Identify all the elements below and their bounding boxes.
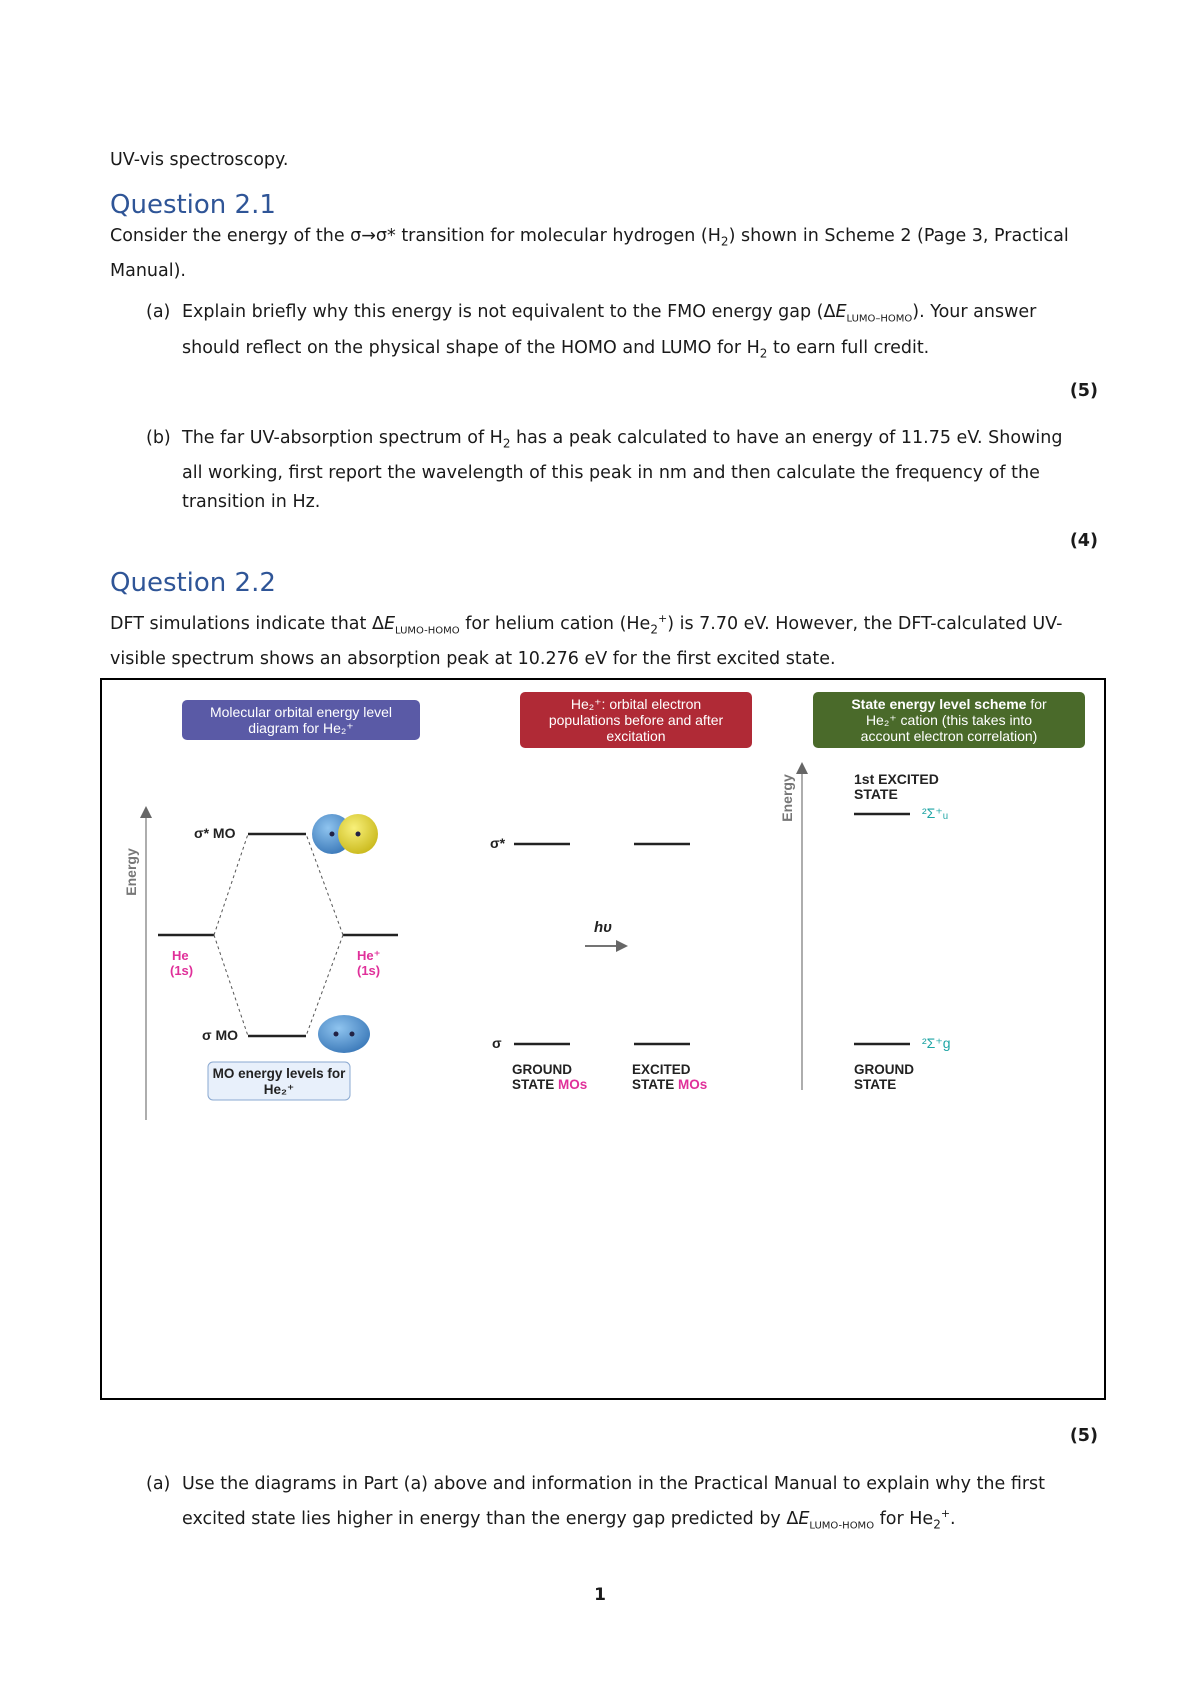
question-2-2-stem: DFT simulations indicate that $\Delta E_{LUMO-HOMO}$ for helium cation $(He_2^+)$ is 7.70 eV. However, the DFT-calculated UV- visible spectrum shows an absorption peak at 10.276 eV for the first excited state.	[110, 612, 1063, 670]
mo-energy-levels-box	[208, 1062, 350, 1100]
he-left-label: He	[172, 948, 189, 963]
marks-2-1-a: (5)	[1069, 381, 1098, 401]
svg-text:STATE MOs: STATE MOs	[632, 1077, 708, 1092]
svg-text:He₂⁺: He₂⁺	[263, 1082, 295, 1097]
photon-label: hυ	[594, 919, 613, 936]
figure-frame	[100, 678, 1106, 1400]
question-2-2-heading: Question 2.2	[110, 568, 276, 598]
part-a-label-2-2: (a)	[146, 1474, 171, 1494]
svg-text:populations before and after: populations before and after	[548, 712, 724, 728]
sigma-orbital-lobe	[318, 1015, 370, 1053]
ground-state-mos-label: GROUND	[512, 1062, 572, 1077]
svg-text:State energy level scheme for: State energy level scheme for	[851, 696, 1047, 712]
svg-text:MO energy levels for: MO energy levels for	[212, 1066, 346, 1081]
page-number: 1	[594, 1585, 606, 1605]
marks-2-2: (5)	[1069, 1426, 1098, 1446]
question-2-2-part-a: (a) Use the diagrams in Part (a) above and information in the Practical Manual to explain why the first excited state lies higher in energy than the energy gap predicted by $\Delta E_{LUMO-HOMO}$ for $He_2^+$.	[146, 1470, 1106, 1540]
panel-3-title-box	[813, 692, 1085, 748]
svg-text:(1s): (1s)	[357, 963, 381, 978]
ground-state-label: GROUND	[854, 1062, 914, 1077]
svg-text:STATE: STATE	[854, 1077, 897, 1092]
sigma-star-orbital-lobes	[312, 814, 378, 854]
panel-2-title-box	[520, 692, 752, 748]
panel-3-state-diagram	[779, 768, 951, 1092]
question-2-1-stem: Consider the energy of the σ→σ* transition for molecular hydrogen $(H_2)$ shown in Scheme 2 (Page 3, Practical Manual).	[110, 226, 1069, 281]
part-a-label: (a)	[146, 302, 171, 322]
sigma-mo-label: σ MO	[202, 1027, 239, 1043]
svg-text:account electron correlation): account electron correlation)	[860, 728, 1038, 744]
mo-diagram-figure	[102, 680, 1104, 1398]
energy-axis-label-right: Energy	[779, 774, 795, 822]
question-2-1-heading: Question 2.1	[110, 190, 276, 220]
svg-text:Molecular orbital energy level: Molecular orbital energy level	[209, 704, 393, 720]
question-2-1-part-b: (b) The far UV-absorption spectrum of $H_2$ has a peak calculated to have an energy of 11.75 eV. Showing all working, first report the wavelength of this peak in nm and then calculate the frequency of the transition in Hz.	[146, 424, 1106, 517]
panel-2-populations	[490, 835, 707, 1092]
excited-state-mos-label: EXCITED	[632, 1062, 691, 1077]
svg-text:STATE MOs: STATE MOs	[512, 1077, 588, 1092]
svg-text:STATE: STATE	[854, 786, 898, 802]
svg-text:excitation: excitation	[606, 728, 666, 744]
first-excited-state-label: 1st EXCITED	[854, 771, 939, 787]
intro-text: UV-vis spectroscopy.	[110, 150, 289, 170]
svg-text:(1s): (1s)	[170, 963, 194, 978]
sigma-star-mo-label: σ* MO	[194, 825, 236, 841]
marks-2-1-b: (4)	[1069, 531, 1098, 551]
question-2-1-part-a: (a) Explain briefly why this energy is not equivalent to the FMO energy gap $(\Delta E_{LUMO-HOMO})$. Your answer should reflect on the physical shape of the HOMO and LUMO for $H_2$ to earn full credit.	[146, 298, 1106, 368]
sigma-label: σ	[492, 1035, 502, 1051]
sigma-star-label: σ*	[490, 835, 506, 851]
energy-axis-label-left: Energy	[123, 848, 139, 896]
svg-text:He₂⁺: orbital electron: He₂⁺: orbital electron	[570, 696, 702, 712]
svg-text:He₂⁺ cation (this takes into: He₂⁺ cation (this takes into	[865, 712, 1033, 728]
part-b-label: (b)	[146, 428, 171, 448]
upper-term-symbol: ²Σ⁺ᵤ	[922, 805, 949, 821]
he-right-label: He⁺	[357, 948, 381, 963]
panel-1-mo-diagram	[123, 812, 398, 1120]
lower-term-symbol: ²Σ⁺g	[922, 1035, 951, 1051]
svg-text:diagram for He₂⁺: diagram for He₂⁺	[248, 720, 354, 736]
panel-1-title-box	[182, 700, 420, 740]
